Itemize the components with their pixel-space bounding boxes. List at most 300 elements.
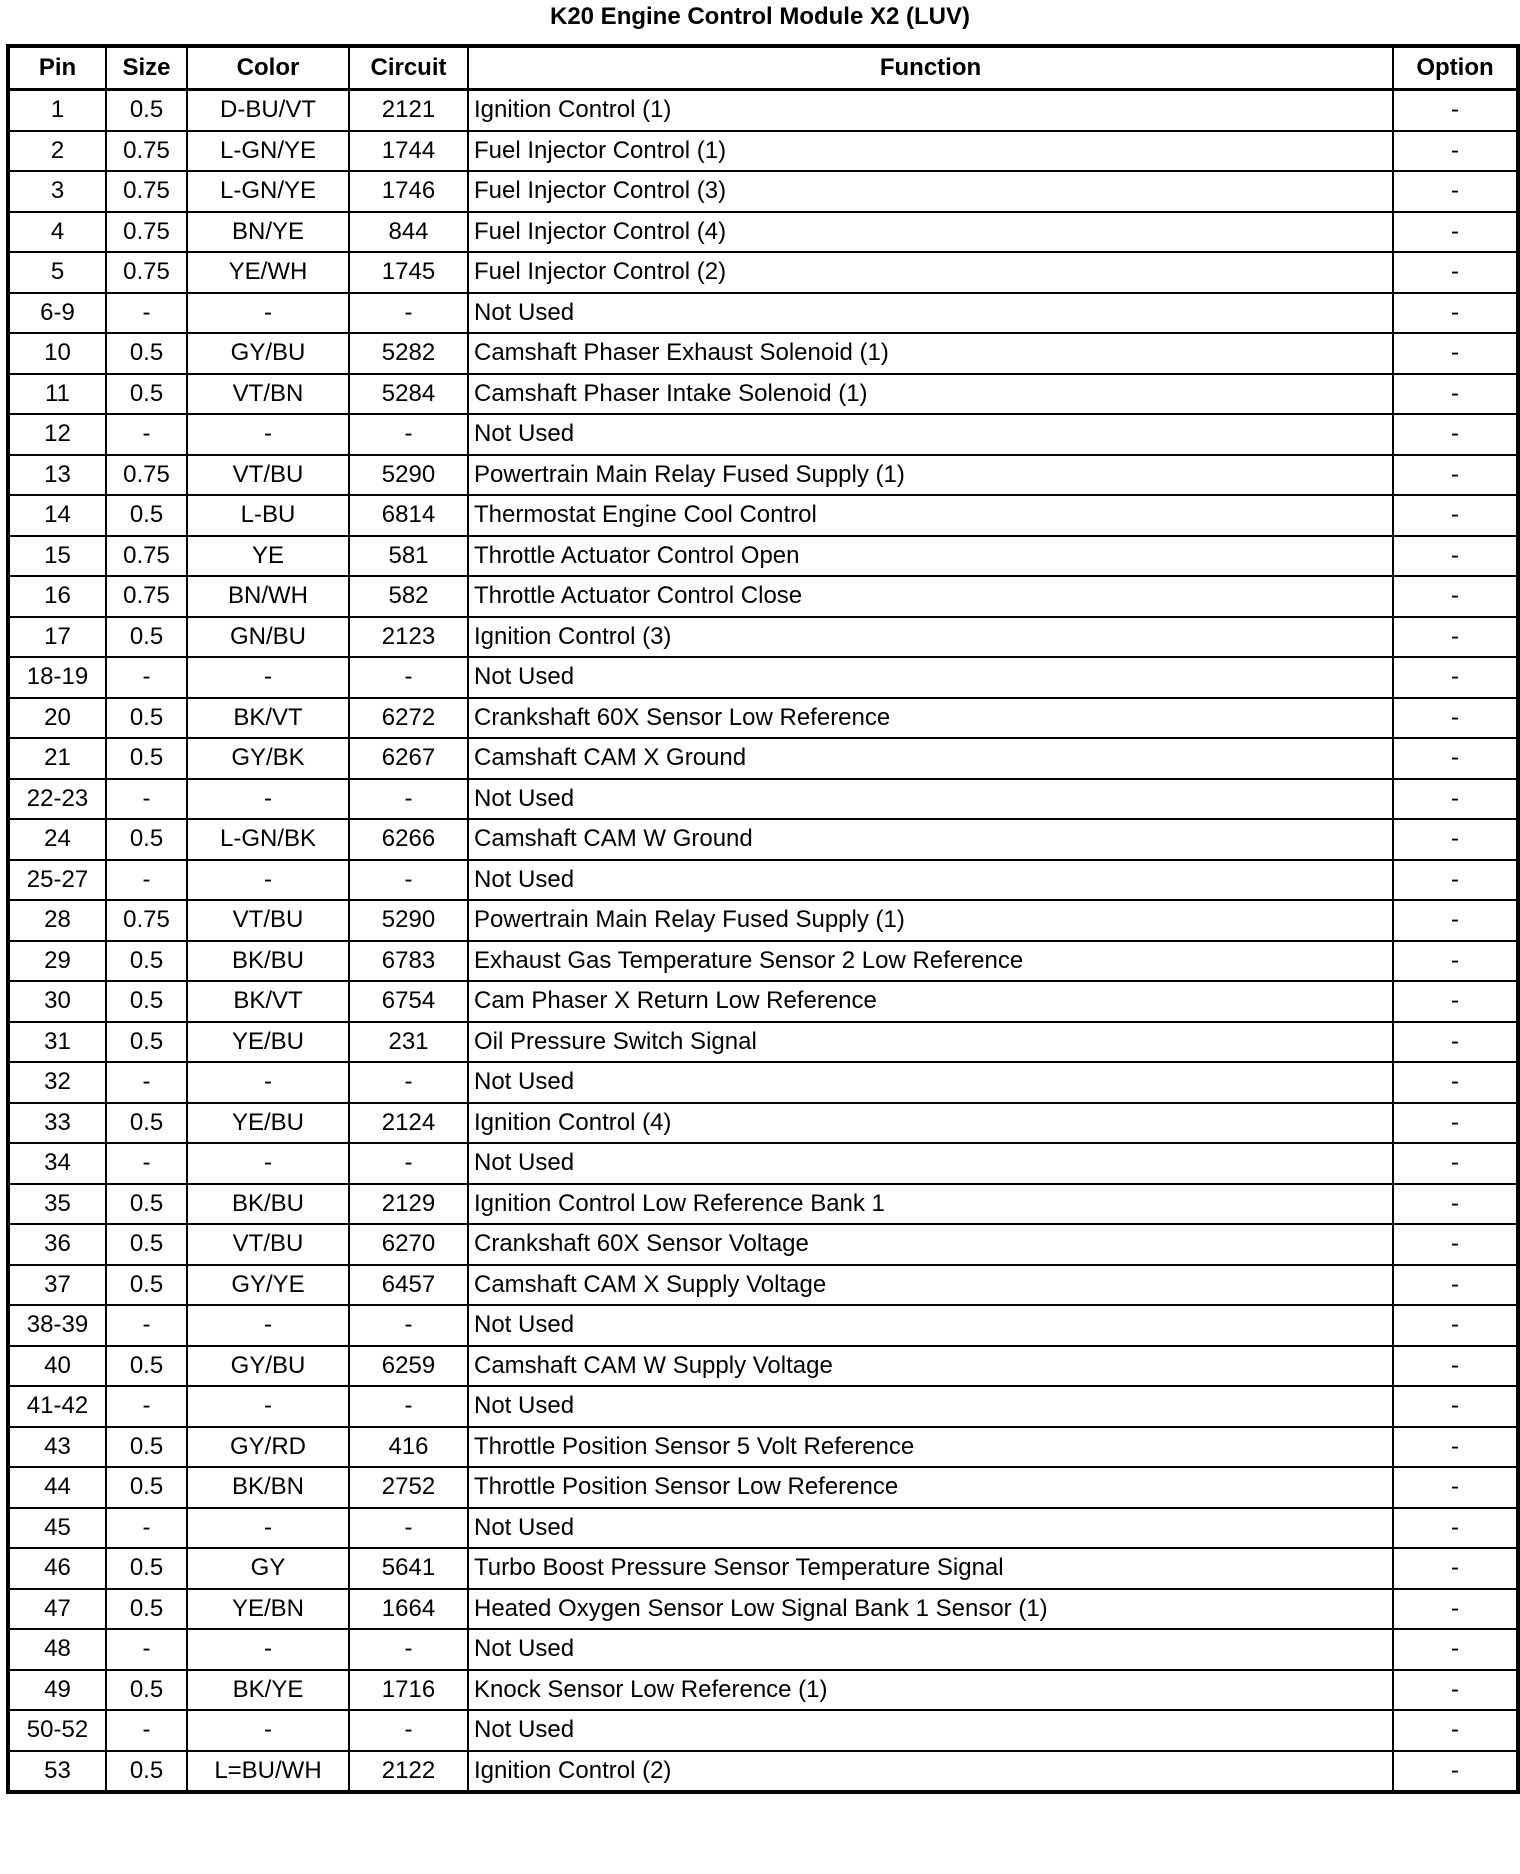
circuit-cell: -	[349, 1386, 468, 1427]
function-cell: Not Used	[468, 1062, 1393, 1103]
color-cell: YE/WH	[187, 252, 349, 293]
function-cell: Not Used	[468, 1629, 1393, 1670]
color-cell: -	[187, 1062, 349, 1103]
table-row	[8, 171, 1518, 212]
option-cell: -	[1393, 1670, 1518, 1711]
pin-cell: 10	[8, 333, 106, 374]
circuit-cell: 2123	[349, 617, 468, 658]
size-cell: -	[106, 657, 187, 698]
option-cell: -	[1393, 1305, 1518, 1346]
function-cell: Camshaft CAM W Ground	[468, 819, 1393, 860]
circuit-cell: -	[349, 657, 468, 698]
table-row	[8, 576, 1518, 617]
circuit-cell: 582	[349, 576, 468, 617]
color-cell: L-GN/BK	[187, 819, 349, 860]
function-cell: Ignition Control Low Reference Bank 1	[468, 1184, 1393, 1225]
function-cell: Oil Pressure Switch Signal	[468, 1022, 1393, 1063]
size-cell: -	[106, 1143, 187, 1184]
function-cell: Ignition Control (2)	[468, 1751, 1393, 1793]
pin-cell: 34	[8, 1143, 106, 1184]
color-cell: -	[187, 1386, 349, 1427]
circuit-cell: 416	[349, 1427, 468, 1468]
function-cell: Throttle Position Sensor 5 Volt Reference	[468, 1427, 1393, 1468]
color-cell: -	[187, 1629, 349, 1670]
option-cell: -	[1393, 455, 1518, 496]
table-row	[8, 981, 1518, 1022]
size-cell: 0.5	[106, 698, 187, 739]
function-cell: Cam Phaser X Return Low Reference	[468, 981, 1393, 1022]
option-cell: -	[1393, 252, 1518, 293]
page-title: K20 Engine Control Module X2 (LUV)	[549, 3, 970, 30]
size-cell: 0.75	[106, 536, 187, 577]
color-cell: L-GN/YE	[187, 171, 349, 212]
color-cell: -	[187, 1508, 349, 1549]
size-cell: 0.75	[106, 131, 187, 172]
color-cell: -	[187, 779, 349, 820]
table-row	[8, 779, 1518, 820]
table-row	[8, 1670, 1518, 1711]
table-row	[8, 1265, 1518, 1306]
table-header-row	[8, 46, 1518, 90]
function-cell: Fuel Injector Control (4)	[468, 212, 1393, 253]
option-cell: -	[1393, 90, 1518, 131]
size-cell: -	[106, 293, 187, 334]
color-cell: BN/WH	[187, 576, 349, 617]
connector-pinout-table	[6, 44, 1520, 1794]
pin-cell: 12	[8, 414, 106, 455]
circuit-cell: 6457	[349, 1265, 468, 1306]
table-row	[8, 1346, 1518, 1387]
option-cell: -	[1393, 1062, 1518, 1103]
color-cell: GY/BU	[187, 1346, 349, 1387]
option-cell: -	[1393, 1427, 1518, 1468]
pin-cell: 33	[8, 1103, 106, 1144]
pin-cell: 4	[8, 212, 106, 253]
size-cell: -	[106, 1710, 187, 1751]
table-row	[8, 536, 1518, 577]
table-row	[8, 495, 1518, 536]
function-cell: Turbo Boost Pressure Sensor Temperature Signal	[468, 1548, 1393, 1589]
circuit-cell: -	[349, 1062, 468, 1103]
function-cell: Knock Sensor Low Reference (1)	[468, 1670, 1393, 1711]
pin-cell: 21	[8, 738, 106, 779]
size-cell: 0.5	[106, 1184, 187, 1225]
size-cell: 0.75	[106, 171, 187, 212]
table-row	[8, 1548, 1518, 1589]
pin-cell: 35	[8, 1184, 106, 1225]
color-cell: -	[187, 860, 349, 901]
table-row	[8, 1224, 1518, 1265]
circuit-cell: 6270	[349, 1224, 468, 1265]
size-cell: 0.75	[106, 455, 187, 496]
circuit-cell: -	[349, 1143, 468, 1184]
color-cell: GY	[187, 1548, 349, 1589]
table-row	[8, 1103, 1518, 1144]
function-cell: Crankshaft 60X Sensor Low Reference	[468, 698, 1393, 739]
circuit-cell: 6754	[349, 981, 468, 1022]
circuit-cell: -	[349, 860, 468, 901]
circuit-cell: 231	[349, 1022, 468, 1063]
circuit-cell: 2129	[349, 1184, 468, 1225]
color-cell: BN/YE	[187, 212, 349, 253]
function-cell: Ignition Control (1)	[468, 90, 1393, 131]
option-cell: -	[1393, 1467, 1518, 1508]
circuit-cell: 6267	[349, 738, 468, 779]
pin-cell: 6-9	[8, 293, 106, 334]
option-cell: -	[1393, 860, 1518, 901]
table-row	[8, 293, 1518, 334]
circuit-cell: 5290	[349, 455, 468, 496]
table-row	[8, 252, 1518, 293]
size-cell: -	[106, 860, 187, 901]
size-cell: -	[106, 1386, 187, 1427]
color-cell: L-GN/YE	[187, 131, 349, 172]
function-cell: Throttle Actuator Control Open	[468, 536, 1393, 577]
option-cell: -	[1393, 819, 1518, 860]
size-cell: 0.5	[106, 941, 187, 982]
option-cell: -	[1393, 779, 1518, 820]
size-cell: -	[106, 1305, 187, 1346]
circuit-cell: 1744	[349, 131, 468, 172]
circuit-cell: -	[349, 1508, 468, 1549]
color-cell: VT/BU	[187, 900, 349, 941]
function-cell: Powertrain Main Relay Fused Supply (1)	[468, 455, 1393, 496]
header-color: Color	[187, 46, 349, 90]
size-cell: 0.75	[106, 212, 187, 253]
pin-cell: 44	[8, 1467, 106, 1508]
size-cell: 0.5	[106, 1346, 187, 1387]
table-row	[8, 414, 1518, 455]
function-cell: Throttle Actuator Control Close	[468, 576, 1393, 617]
option-cell: -	[1393, 900, 1518, 941]
pin-cell: 16	[8, 576, 106, 617]
pin-cell: 29	[8, 941, 106, 982]
pin-cell: 36	[8, 1224, 106, 1265]
circuit-cell: 6272	[349, 698, 468, 739]
option-cell: -	[1393, 738, 1518, 779]
table-row	[8, 333, 1518, 374]
function-cell: Not Used	[468, 293, 1393, 334]
pin-cell: 30	[8, 981, 106, 1022]
option-cell: -	[1393, 212, 1518, 253]
option-cell: -	[1393, 576, 1518, 617]
function-cell: Powertrain Main Relay Fused Supply (1)	[468, 900, 1393, 941]
size-cell: 0.5	[106, 1265, 187, 1306]
size-cell: 0.5	[106, 1467, 187, 1508]
color-cell: GY/YE	[187, 1265, 349, 1306]
size-cell: 0.5	[106, 1670, 187, 1711]
function-cell: Not Used	[468, 1143, 1393, 1184]
table-row	[8, 1589, 1518, 1630]
circuit-cell: 1664	[349, 1589, 468, 1630]
function-cell: Fuel Injector Control (3)	[468, 171, 1393, 212]
circuit-cell: 5282	[349, 333, 468, 374]
circuit-cell: -	[349, 1629, 468, 1670]
table-row	[8, 617, 1518, 658]
option-cell: -	[1393, 1589, 1518, 1630]
circuit-cell: 6814	[349, 495, 468, 536]
circuit-cell: 844	[349, 212, 468, 253]
color-cell: -	[187, 657, 349, 698]
size-cell: -	[106, 779, 187, 820]
pin-cell: 53	[8, 1751, 106, 1793]
size-cell: -	[106, 1508, 187, 1549]
color-cell: L-BU	[187, 495, 349, 536]
option-cell: -	[1393, 333, 1518, 374]
pin-cell: 22-23	[8, 779, 106, 820]
color-cell: BK/YE	[187, 1670, 349, 1711]
header-size: Size	[106, 46, 187, 90]
pin-cell: 3	[8, 171, 106, 212]
pin-cell: 32	[8, 1062, 106, 1103]
color-cell: BK/BU	[187, 1184, 349, 1225]
option-cell: -	[1393, 1346, 1518, 1387]
header-function: Function	[468, 46, 1393, 90]
table-body	[8, 90, 1518, 1793]
option-cell: -	[1393, 1508, 1518, 1549]
circuit-cell: -	[349, 293, 468, 334]
table-row	[8, 1710, 1518, 1751]
circuit-cell: 5290	[349, 900, 468, 941]
pin-cell: 37	[8, 1265, 106, 1306]
size-cell: 0.5	[106, 981, 187, 1022]
color-cell: VT/BU	[187, 1224, 349, 1265]
function-cell: Not Used	[468, 860, 1393, 901]
pin-cell: 31	[8, 1022, 106, 1063]
color-cell: -	[187, 414, 349, 455]
size-cell: 0.5	[106, 1751, 187, 1793]
option-cell: -	[1393, 941, 1518, 982]
color-cell: BK/VT	[187, 698, 349, 739]
function-cell: Exhaust Gas Temperature Sensor 2 Low Reference	[468, 941, 1393, 982]
option-cell: -	[1393, 131, 1518, 172]
table-row	[8, 131, 1518, 172]
pin-cell: 50-52	[8, 1710, 106, 1751]
pin-cell: 46	[8, 1548, 106, 1589]
size-cell: 0.5	[106, 1589, 187, 1630]
function-cell: Not Used	[468, 414, 1393, 455]
circuit-cell: 6259	[349, 1346, 468, 1387]
size-cell: 0.5	[106, 617, 187, 658]
circuit-cell: 2752	[349, 1467, 468, 1508]
option-cell: -	[1393, 1022, 1518, 1063]
function-cell: Fuel Injector Control (2)	[468, 252, 1393, 293]
circuit-cell: -	[349, 414, 468, 455]
size-cell: 0.75	[106, 576, 187, 617]
table-row	[8, 455, 1518, 496]
pin-cell: 49	[8, 1670, 106, 1711]
function-cell: Not Used	[468, 1508, 1393, 1549]
circuit-cell: 1716	[349, 1670, 468, 1711]
table-row	[8, 1022, 1518, 1063]
table-row	[8, 657, 1518, 698]
function-cell: Throttle Position Sensor Low Reference	[468, 1467, 1393, 1508]
pin-cell: 41-42	[8, 1386, 106, 1427]
color-cell: L=BU/WH	[187, 1751, 349, 1793]
function-cell: Crankshaft 60X Sensor Voltage	[468, 1224, 1393, 1265]
pin-cell: 18-19	[8, 657, 106, 698]
function-cell: Not Used	[468, 1710, 1393, 1751]
color-cell: YE	[187, 536, 349, 577]
circuit-cell: 1746	[349, 171, 468, 212]
color-cell: VT/BN	[187, 374, 349, 415]
table-row	[8, 1427, 1518, 1468]
circuit-cell: 1745	[349, 252, 468, 293]
circuit-cell: -	[349, 1305, 468, 1346]
option-cell: -	[1393, 414, 1518, 455]
option-cell: -	[1393, 1629, 1518, 1670]
size-cell: 0.5	[106, 495, 187, 536]
header-option: Option	[1393, 46, 1518, 90]
pin-cell: 24	[8, 819, 106, 860]
option-cell: -	[1393, 495, 1518, 536]
size-cell: 0.5	[106, 819, 187, 860]
option-cell: -	[1393, 617, 1518, 658]
circuit-cell: -	[349, 1710, 468, 1751]
color-cell: D-BU/VT	[187, 90, 349, 131]
color-cell: GN/BU	[187, 617, 349, 658]
function-cell: Camshaft CAM W Supply Voltage	[468, 1346, 1393, 1387]
option-cell: -	[1393, 1103, 1518, 1144]
color-cell: -	[187, 293, 349, 334]
circuit-cell: 5641	[349, 1548, 468, 1589]
function-cell: Camshaft CAM X Supply Voltage	[468, 1265, 1393, 1306]
table-row	[8, 1467, 1518, 1508]
circuit-cell: 2124	[349, 1103, 468, 1144]
size-cell: -	[106, 414, 187, 455]
pin-cell: 20	[8, 698, 106, 739]
table-row	[8, 1305, 1518, 1346]
table-row	[8, 1508, 1518, 1549]
function-cell: Thermostat Engine Cool Control	[468, 495, 1393, 536]
option-cell: -	[1393, 1710, 1518, 1751]
circuit-cell: 6266	[349, 819, 468, 860]
table-row	[8, 1629, 1518, 1670]
color-cell: -	[187, 1710, 349, 1751]
function-cell: Not Used	[468, 1386, 1393, 1427]
pin-cell: 11	[8, 374, 106, 415]
pin-cell: 48	[8, 1629, 106, 1670]
function-cell: Ignition Control (3)	[468, 617, 1393, 658]
option-cell: -	[1393, 657, 1518, 698]
table-row	[8, 212, 1518, 253]
function-cell: Heated Oxygen Sensor Low Signal Bank 1 Sensor (1)	[468, 1589, 1393, 1630]
pin-cell: 17	[8, 617, 106, 658]
size-cell: 0.75	[106, 252, 187, 293]
circuit-cell: 581	[349, 536, 468, 577]
function-cell: Not Used	[468, 657, 1393, 698]
color-cell: BK/VT	[187, 981, 349, 1022]
color-cell: YE/BU	[187, 1103, 349, 1144]
table-row	[8, 374, 1518, 415]
size-cell: 0.5	[106, 1427, 187, 1468]
circuit-cell: 2122	[349, 1751, 468, 1793]
table-row	[8, 698, 1518, 739]
option-cell: -	[1393, 1548, 1518, 1589]
size-cell: -	[106, 1062, 187, 1103]
option-cell: -	[1393, 698, 1518, 739]
function-cell: Not Used	[468, 1305, 1393, 1346]
header-pin: Pin	[8, 46, 106, 90]
size-cell: -	[106, 1629, 187, 1670]
table-row	[8, 1062, 1518, 1103]
option-cell: -	[1393, 1265, 1518, 1306]
table-row	[8, 90, 1518, 131]
size-cell: 0.5	[106, 333, 187, 374]
size-cell: 0.5	[106, 90, 187, 131]
color-cell: -	[187, 1143, 349, 1184]
pin-cell: 1	[8, 90, 106, 131]
pin-cell: 13	[8, 455, 106, 496]
table-row	[8, 941, 1518, 982]
pin-cell: 14	[8, 495, 106, 536]
function-cell: Camshaft Phaser Intake Solenoid (1)	[468, 374, 1393, 415]
function-cell: Not Used	[468, 779, 1393, 820]
table-row	[8, 1184, 1518, 1225]
pin-cell: 38-39	[8, 1305, 106, 1346]
circuit-cell: 5284	[349, 374, 468, 415]
table-row	[8, 900, 1518, 941]
circuit-cell: -	[349, 779, 468, 820]
option-cell: -	[1393, 374, 1518, 415]
option-cell: -	[1393, 171, 1518, 212]
pin-cell: 15	[8, 536, 106, 577]
color-cell: GY/RD	[187, 1427, 349, 1468]
color-cell: -	[187, 1305, 349, 1346]
size-cell: 0.5	[106, 1103, 187, 1144]
function-cell: Ignition Control (4)	[468, 1103, 1393, 1144]
pin-cell: 25-27	[8, 860, 106, 901]
size-cell: 0.75	[106, 900, 187, 941]
pin-cell: 47	[8, 1589, 106, 1630]
function-cell: Fuel Injector Control (1)	[468, 131, 1393, 172]
pin-cell: 2	[8, 131, 106, 172]
option-cell: -	[1393, 1184, 1518, 1225]
pin-cell: 5	[8, 252, 106, 293]
color-cell: YE/BU	[187, 1022, 349, 1063]
option-cell: -	[1393, 1751, 1518, 1793]
circuit-cell: 2121	[349, 90, 468, 131]
pin-cell: 45	[8, 1508, 106, 1549]
option-cell: -	[1393, 536, 1518, 577]
option-cell: -	[1393, 981, 1518, 1022]
pin-cell: 43	[8, 1427, 106, 1468]
color-cell: BK/BU	[187, 941, 349, 982]
color-cell: GY/BK	[187, 738, 349, 779]
size-cell: 0.5	[106, 1022, 187, 1063]
color-cell: VT/BU	[187, 455, 349, 496]
size-cell: 0.5	[106, 738, 187, 779]
option-cell: -	[1393, 1143, 1518, 1184]
function-cell: Camshaft CAM X Ground	[468, 738, 1393, 779]
circuit-cell: 6783	[349, 941, 468, 982]
color-cell: BK/BN	[187, 1467, 349, 1508]
color-cell: GY/BU	[187, 333, 349, 374]
color-cell: YE/BN	[187, 1589, 349, 1630]
table-row	[8, 1143, 1518, 1184]
option-cell: -	[1393, 293, 1518, 334]
pin-cell: 28	[8, 900, 106, 941]
table-row	[8, 819, 1518, 860]
function-cell: Camshaft Phaser Exhaust Solenoid (1)	[468, 333, 1393, 374]
option-cell: -	[1393, 1386, 1518, 1427]
option-cell: -	[1393, 1224, 1518, 1265]
table-row	[8, 738, 1518, 779]
table-row	[8, 860, 1518, 901]
size-cell: 0.5	[106, 1548, 187, 1589]
header-circuit: Circuit	[349, 46, 468, 90]
pin-cell: 40	[8, 1346, 106, 1387]
